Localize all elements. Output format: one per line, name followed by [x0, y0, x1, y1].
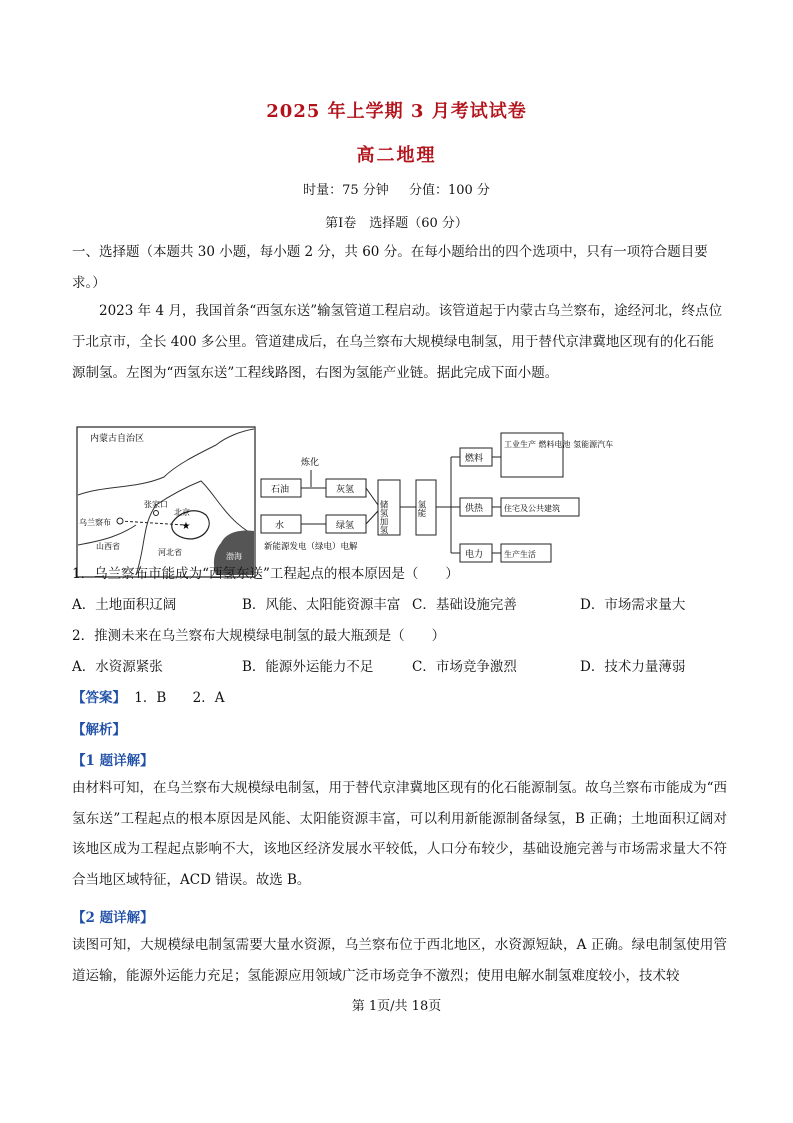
chain-use3: 生产生活	[504, 550, 536, 559]
question-1-stem: 1．乌兰察布市能成为“西氢东送”工程起点的根本原因是（ ）	[72, 566, 459, 582]
chain-grey-h: 灰氢	[336, 485, 355, 495]
map-label-zhangjiakou: 张家口	[144, 500, 168, 509]
figure	[76, 425, 614, 580]
chain-use2: 住宅及公共建筑	[504, 504, 560, 513]
q2-option-d[interactable]: D．技术力量薄弱	[580, 659, 686, 675]
chain-label-refine: 炼化	[301, 458, 320, 468]
chain-green-power: 新能源发电（绿电）电解	[264, 542, 358, 552]
answer-1: 1．B	[134, 690, 167, 706]
answer-line	[72, 686, 246, 706]
question-2-options	[72, 655, 732, 679]
exam-score: 分值：100 分	[408, 183, 490, 198]
map-label-hebei: 河北省	[158, 548, 182, 557]
chain-store: 储氢加氢	[378, 500, 388, 534]
q2-option-a[interactable]: A．水资源紧张	[72, 659, 163, 675]
chain-green-h: 绿氢	[336, 521, 355, 531]
route-map	[77, 427, 255, 577]
exam-time: 时量：75 分钟	[303, 183, 389, 198]
q2-option-b[interactable]: B．能源外运能力不足	[242, 659, 374, 675]
question-2-stem: 2．推测未来在乌兰察布大规模绿电制氢的最大瓶颈是（ ）	[72, 628, 446, 644]
detail-1-text: 由材料可知，在乌兰察布大规模绿电制氢，用于替代京津冀地区现有的化石能源制氢。故乌兰察布市能成为“西氢东送”工程起点的根本原因是风能、太阳能资源丰富，可以利用新能源制备绿氢，B 正确；土地面积辽阔对该地区成为工程起点影响不大，该地区经济发展水平较低，人口分布较少，基础设施完善与市场需求量大不符合当地区域特征，ACD 错误。故选 B。	[72, 780, 727, 888]
detail-1-label: 【1 题详解】	[72, 753, 154, 769]
map-label-shanxi: 山西省	[96, 542, 120, 551]
question-2	[72, 624, 732, 648]
chain-water: 水	[275, 521, 285, 531]
chain-fuel: 燃料	[465, 454, 484, 464]
figure-svg	[76, 425, 614, 580]
question-1-options	[72, 593, 732, 617]
subject-title: 高二地理	[356, 145, 437, 166]
chain-power: 电力	[465, 550, 484, 560]
question-1	[72, 562, 732, 586]
q2-option-c[interactable]: C．市场竞争激烈	[412, 659, 517, 675]
chain-oil: 石油	[271, 485, 290, 495]
industry-chain	[261, 433, 613, 562]
map-label-region: 内蒙古自治区	[90, 434, 145, 444]
q1-option-c[interactable]: C．基础设施完善	[412, 597, 517, 613]
analysis-label: 【解析】	[72, 722, 126, 738]
q1-option-a[interactable]: A．土地面积辽阔	[72, 597, 177, 613]
section-heading: 第Ⅰ卷 选择题（60 分）	[325, 216, 468, 231]
exam-title: 2025 年上学期 3 月考试试卷	[266, 101, 527, 122]
q1-option-d[interactable]: D．市场需求量大	[580, 597, 686, 613]
q1-option-b[interactable]: B．风能、太阳能资源丰富	[242, 597, 401, 613]
answer-label: 【答案】	[72, 690, 126, 706]
exam-meta	[0, 179, 793, 198]
answer-2: 2．A	[192, 690, 225, 706]
chain-h-energy: 氢能	[416, 500, 426, 517]
detail-2-label: 【2 题详解】	[72, 910, 154, 926]
page-footer: 第 1页/共 18页	[351, 999, 442, 1014]
chain-use1: 工业生产 燃料电池 氢能源汽车	[504, 440, 614, 449]
map-label-beijing: 北京	[174, 508, 190, 517]
beijing-star-icon: ★	[181, 521, 191, 532]
map-label-bohai: 渤海	[226, 552, 242, 561]
detail-2-text: 读图可知，大规模绿电制氢需要大量水资源，乌兰察布位于西北地区，水资源短缺，A 正确。绿电制氢使用管道运输，能源外运能力充足；氢能源应用领域广泛市场竞争不激烈；使用电解水制氢难度较小，技术较	[72, 937, 727, 984]
chain-heat: 供热	[465, 504, 484, 514]
answer-values	[134, 690, 246, 706]
instructions: 一、选择题（本题共 30 小题，每小题 2 分，共 60 分。在每小题给出的四个选项中，只有一项符合题目要求。）	[72, 244, 708, 291]
map-label-wulanchabu: 乌兰察布	[79, 518, 111, 527]
material-paragraph: 2023 年 4 月，我国首条“西氢东送”输氢管道工程启动。该管道起于内蒙古乌兰察布，途经河北，终点位于北京市，全长 400 多公里。管道建成后，在乌兰察布大规模绿电制氢，用于替代京津冀地区现有的化石能源制氢。左图为“西氢东送”工程线路图，右图为氢能产业链。据此完成下面小题。	[72, 303, 723, 381]
